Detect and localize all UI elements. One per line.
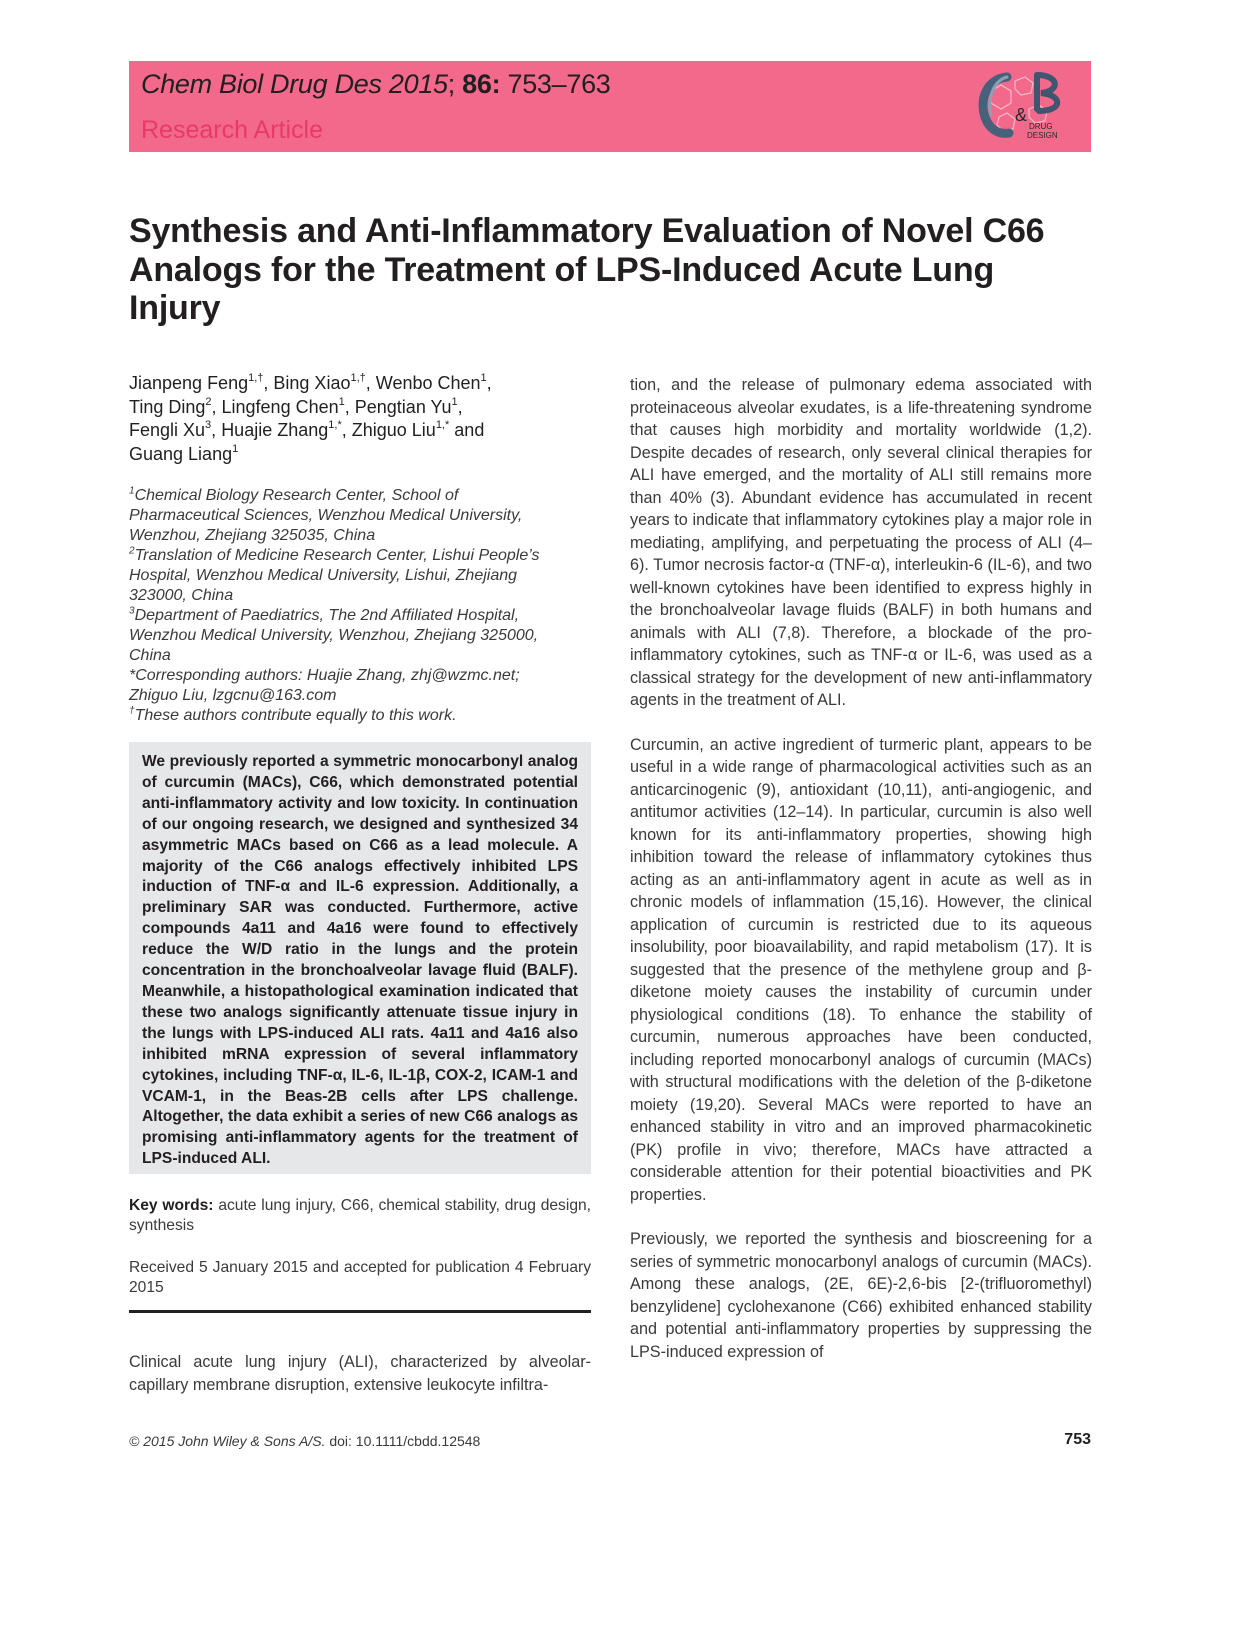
journal-volume: 86: bbox=[462, 69, 501, 99]
keywords bbox=[129, 1196, 591, 1236]
affiliation-2: $^2$Translation of Medicine Research Center, Lishui People’s bbox=[129, 545, 540, 564]
author: Huajie Zhang$^{1,*}$ bbox=[221, 419, 342, 440]
author: Zhiguo Liu$^{1,*}$ bbox=[351, 419, 450, 440]
svg-text:DRUG: DRUG bbox=[1029, 122, 1053, 131]
left-column bbox=[129, 372, 591, 1396]
equal-contribution-note: †These authors contribute equally to this work. bbox=[129, 705, 457, 724]
article-title: Synthesis and Anti-Inflammatory Evaluation of Novel C66 Analogs for the Treatment of LPS-Induced Acute Lung Injury bbox=[129, 212, 1045, 327]
corresponding-authors: *Corresponding authors: Huajie Zhang, zhj@wzmc.net; bbox=[129, 667, 520, 684]
author: Bing Xiao$^{1,\dagger}$ bbox=[273, 372, 366, 393]
footer-citation bbox=[129, 1432, 480, 1450]
keywords-label: Key words: bbox=[129, 1197, 214, 1214]
article-type: Research Article bbox=[141, 116, 324, 144]
affiliation-line: 323000, China bbox=[129, 587, 234, 604]
body-paragraph: Previously, we reported the synthesis and bioscreening for a series of symmetric monocarbonyl analogs of curcumin (MACs). Among these analogs, (2E, 6E)-2,6-bis [2-(trifluoromethyl) benzylidene] cyclohexanone (C66) exhibited enhanced stability and potential anti-inflammatory properties by suppressing the LPS-induced expression of bbox=[630, 1230, 1092, 1361]
svg-text:DESIGN: DESIGN bbox=[1027, 131, 1058, 140]
received-dates: Received 5 January 2015 and accepted for publication 4 February 2015 bbox=[129, 1259, 591, 1296]
affiliation-1: $^1$Chemical Biology Research Center, School of bbox=[129, 485, 459, 504]
affiliation-line: Hospital, Wenzhou Medical University, Lishui, Zhejiang bbox=[129, 567, 518, 584]
affiliation-line: Wenzhou, Zhejiang 325035, China bbox=[129, 527, 376, 544]
author-list: Jianpeng Feng$^{1,\dagger}$, Bing Xiao$^{1,\dagger}$, Wenbo Chen$^1$, Ting Ding$^2$, Lingfeng Chen$^1$, Pengtian Yu$^1$, Fengli Xu$^3$, Huajie Zhang$^{1,*}$, Zhiguo Liu$^{1,*}$ and Guang Liang$^1$ bbox=[129, 372, 492, 464]
affiliation-3: $^3$Department of Paediatrics, The 2nd Affiliated Hospital, bbox=[129, 605, 520, 624]
keywords-text: acute lung injury, C66, chemical stability, drug design, synthesis bbox=[129, 1197, 592, 1234]
body-paragraph: tion, and the release of pulmonary edema associated with proteinaceous alveolar exudates, is a life-threatening syndrome that causes high morbidity and mortality worldwide (1,2). Despite decades of research, only several clinical therapies for ALI have emerged, and the mortality of ALI still remains more than 40% (3). Abundant evidence has accumulated in recent years to indicate that inflammatory cytokines play a major role in mediating, amplifying, and perpetuating the process of ALI (4–6). Tumor necrosis factor-α (TNF-α), interleukin-6 (IL-6), and two well-known cytokines have been identified to express highly in the bronchoalveolar lavage fluids (BALF) in both humans and animals with ALI (7,8). Therefore, a blockade of the pro-inflammatory cytokines, such as TNF-α or IL-6, was used as a classical strategy for the development of new anti-inflammatory agents in the treatment of ALI. bbox=[630, 376, 1092, 709]
author: Guang Liang$^1$ bbox=[129, 442, 239, 464]
doi[interactable]: doi: 10.1111/cbdd.12548 bbox=[329, 1433, 481, 1449]
author: Wenbo Chen$^1$ bbox=[375, 372, 487, 393]
page-number: 753 bbox=[1064, 1431, 1091, 1448]
author: Ting Ding$^2$ bbox=[129, 395, 212, 417]
abstract-box: We previously reported a symmetric monocarbonyl analog of curcumin (MACs), C66, which demonstrated potential anti-inflammatory activity and low toxicity. In continuation of our ongoing research, we designed and synthesized 34 asymmetric MACs based on C66 as a lead molecule. A majority of the C66 analogs effectively inhibited LPS induction of TNF-α and IL-6 expression. Additionally, a preliminary SAR was conducted. Furthermore, active compounds 4a11 and 4a16 were found to effectively reduce the W/D ratio in the lungs and the protein concentration in the bronchoalveolar lavage fluid (BALF). Meanwhile, a histopathological examination indicated that these two analogs significantly attenuate tissue injury in the lungs with LPS-induced ALI rats. 4a11 and 4a16 also inhibited mRNA expression of several inflammatory cytokines, including TNF-α, IL-6, IL-1β, COX-2, ICAM-1 and VCAM-1, in the Beas-2B cells after LPS challenge. Altogether, the data exhibit a series of new C66 analogs as promising anti-inflammatory agents for the treatment of LPS-induced ALI. bbox=[129, 742, 591, 1174]
author: Lingfeng Chen$^1$ bbox=[221, 395, 345, 417]
body-paragraph: Clinical acute lung injury (ALI), characterized by alveolar-capillary membrane disruption, extensive leukocyte infiltra- bbox=[129, 1353, 591, 1394]
journal-header-band bbox=[129, 61, 1091, 152]
author: Jianpeng Feng$^{1,\dagger}$ bbox=[129, 372, 264, 393]
body-paragraph: Curcumin, an active ingredient of turmeric plant, appears to be useful in a wide range of pharmacological activities such as an anticarcinogenic (9), antioxidant (10,11), anti-angiogenic, and antitumor activities (12–14). In particular, curcumin is also well known for its anti-inflammatory properties, showing high inhibition toward the release of inflammatory cytokines thus acting as an anti-inflammatory agent in acute as well as in chronic models of inflammation (15,16). However, the clinical application of curcumin is restricted due to its aqueous insolubility, poor bioavailability, and rapid metabolism (17). It is suggested that the presence of the methylene group and β-diketone moiety causes the instability of curcumin under physiological conditions (18). To enhance the stability of curcumin, numerous approaches have been conducted, including reported monocarbonyl analogs of curcumin (MACs) with structural modifications with the deletion of the β-diketone moiety (19,20). Several MACs were reported to have an enhanced stability in vitro and an improved pharmacokinetic (PK) profile in vivo; therefore, MACs have attracted a considerable attention for their potential bioactivities and PK properties. bbox=[630, 735, 1092, 1204]
affiliation-line: Pharmaceutical Sciences, Wenzhou Medical University, bbox=[129, 507, 523, 524]
journal-logo-icon bbox=[971, 69, 1067, 145]
author: Fengli Xu$^3$ bbox=[129, 419, 212, 440]
affiliation-line: China bbox=[129, 647, 171, 664]
svg-text:&: & bbox=[1015, 105, 1028, 125]
right-column bbox=[630, 374, 1092, 1363]
affiliations bbox=[129, 486, 591, 726]
author: Pengtian Yu$^1$ bbox=[354, 395, 458, 417]
section-divider bbox=[129, 1310, 591, 1313]
copyright: © 2015 John Wiley & Sons A/S. bbox=[129, 1433, 326, 1449]
corresponding-authors-cont: Zhiguo Liu, lzgcnu@163.com bbox=[129, 687, 337, 704]
journal-pages: 753–763 bbox=[507, 69, 611, 99]
journal-citation: Chem Biol Drug Des 2015; 86: 753–763 bbox=[141, 69, 611, 99]
affiliation-line: Wenzhou Medical University, Wenzhou, Zhejiang 325000, bbox=[129, 627, 539, 644]
journal-name: Chem Biol Drug Des 2015 bbox=[141, 69, 448, 99]
